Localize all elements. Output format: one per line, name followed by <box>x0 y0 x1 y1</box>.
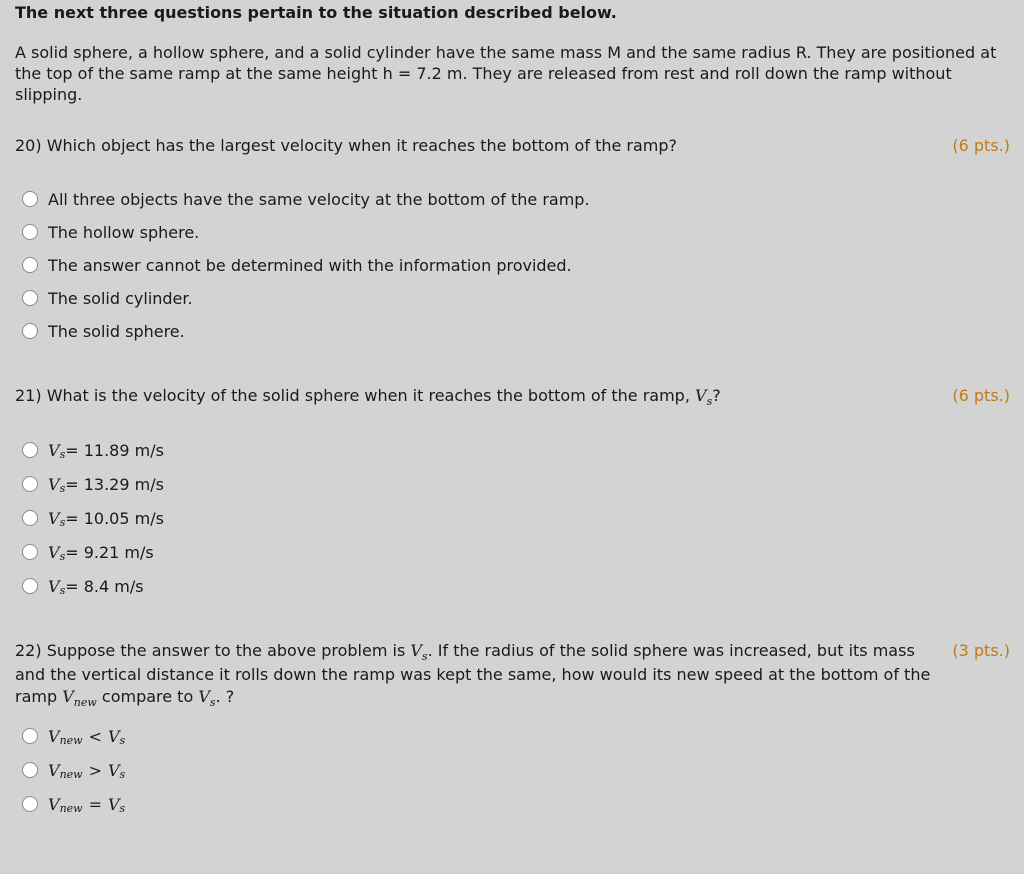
option-label: The hollow sphere. <box>48 222 200 242</box>
radio-button[interactable] <box>22 762 38 778</box>
q20-option-3[interactable] <box>22 253 572 277</box>
q22-option-1[interactable]: V new < V s <box>22 724 125 748</box>
option-label: The solid cylinder. <box>48 288 193 308</box>
q20-option-2[interactable] <box>22 220 199 244</box>
radio-button[interactable] <box>22 323 38 339</box>
velocity-symbol: V <box>695 386 707 405</box>
q20-option-5[interactable] <box>22 319 185 343</box>
option-label: = 10.05 m/s <box>65 508 164 528</box>
q21-option-3[interactable]: V s = 10.05 m/s <box>22 506 164 530</box>
option-label: = 11.89 m/s <box>65 440 164 460</box>
question-20-points: (6 pts.) <box>952 136 1010 155</box>
radio-button[interactable] <box>22 796 38 812</box>
option-label: The answer cannot be determined with the information provided. <box>48 255 572 275</box>
option-label: All three objects have the same velocity at the bottom of the ramp. <box>48 189 590 209</box>
question-22-points: (3 pts.) <box>952 641 1010 660</box>
q22-option-3[interactable]: V new = V s <box>22 792 125 816</box>
radio-button[interactable] <box>22 728 38 744</box>
question-21 <box>15 385 1010 409</box>
q21-option-1[interactable]: V s = 11.89 m/s <box>22 438 164 462</box>
radio-button[interactable] <box>22 544 38 560</box>
option-label: The solid sphere. <box>48 321 185 341</box>
situation-description: A solid sphere, a hollow sphere, and a solid cylinder have the same mass M and the same radius R. They are positioned at the top of the same ramp at the same height h = 7.2 m. They are released from rest and roll down the ramp without slipping. <box>15 43 997 104</box>
option-label: = 8.4 m/s <box>65 576 144 596</box>
option-label: = 13.29 m/s <box>65 474 164 494</box>
q20-option-4[interactable] <box>22 286 193 310</box>
question-22 <box>15 640 1010 710</box>
question-22-text: 22) Suppose the answer to the above problem is $V_s$. If the radius of the solid sphere was increased, but its mass and the vertical distance it rolls down the ramp was kept the same, how would its new speed at the bottom of the ramp $V_{new}$ compare to $V_s$. ? <box>15 641 931 709</box>
radio-button[interactable] <box>22 476 38 492</box>
radio-button[interactable] <box>22 442 38 458</box>
question-21-text: 21) What is the velocity of the solid sphere when it reaches the bottom of the ramp, $V_s$? <box>15 386 721 408</box>
question-21-points: (6 pts.) <box>952 386 1010 405</box>
radio-button[interactable] <box>22 257 38 273</box>
radio-button[interactable] <box>22 510 38 526</box>
q20-option-1[interactable] <box>22 187 590 211</box>
radio-button[interactable] <box>22 191 38 207</box>
section-header: The next three questions pertain to the situation described below. <box>15 3 617 22</box>
q21-option-4[interactable]: V s = 9.21 m/s <box>22 540 154 564</box>
q21-option-2[interactable]: V s = 13.29 m/s <box>22 472 164 496</box>
radio-button[interactable] <box>22 578 38 594</box>
q22-option-2[interactable]: V new > V s <box>22 758 125 782</box>
radio-button[interactable] <box>22 290 38 306</box>
radio-button[interactable] <box>22 224 38 240</box>
option-label: = 9.21 m/s <box>65 542 154 562</box>
question-20-text: 20) Which object has the largest velocity when it reaches the bottom of the ramp? <box>15 136 678 155</box>
q21-option-5[interactable]: V s = 8.4 m/s <box>22 574 144 598</box>
question-20 <box>15 135 1010 157</box>
